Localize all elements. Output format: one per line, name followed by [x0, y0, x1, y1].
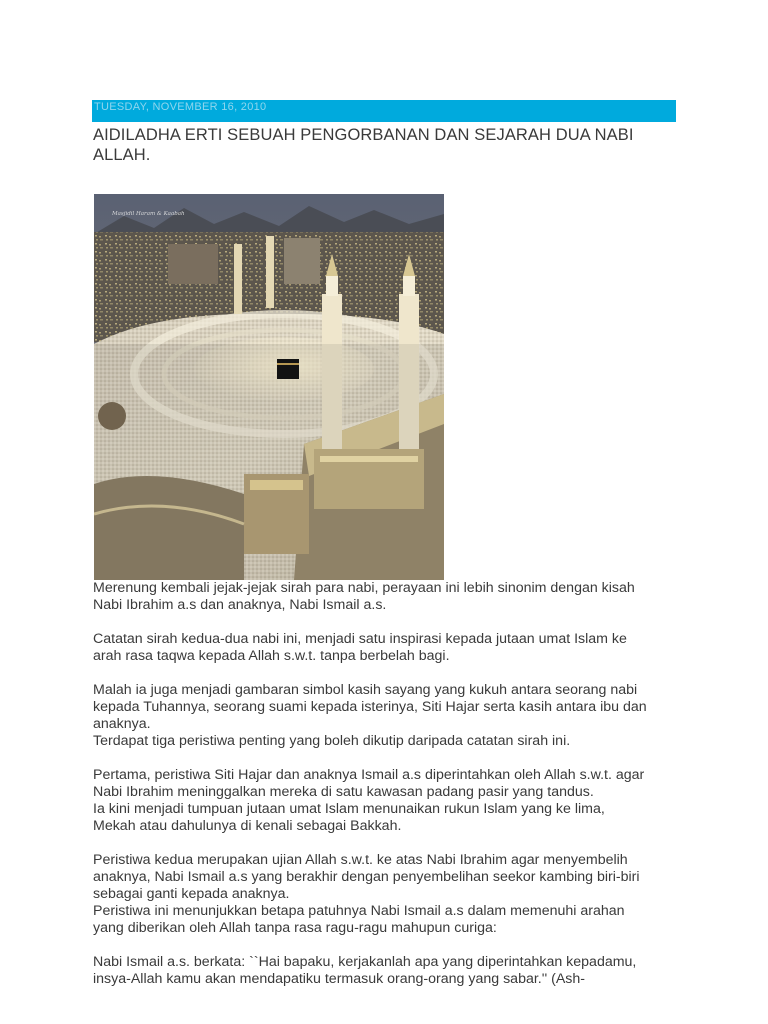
body-line: Merenung kembali jejak-jejak sirah para nabi, perayaan ini lebih sinonim dengan kisah	[93, 580, 635, 596]
body-line: Peristiwa ini menunjukkan betapa patuhnya Nabi Ismail a.s dalam memenuhi arahan	[93, 903, 625, 919]
body-paragraph	[93, 801, 693, 835]
body-paragraph	[93, 852, 693, 903]
post-body	[93, 580, 693, 1005]
body-line: insya-Allah kamu akan mendapatiku termasuk orang-orang yang sabar.'' (Ash-	[93, 971, 585, 987]
post-date: TUESDAY, NOVEMBER 16, 2010	[94, 101, 267, 113]
body-paragraph	[93, 954, 693, 988]
body-line: Ia kini menjadi tumpuan jutaan umat Islam menunaikan rukun Islam yang ke lima,	[93, 801, 605, 817]
body-line: yang diberikan oleh Allah tanpa rasa ragu-ragu mahupun curiga:	[93, 920, 497, 936]
body-line: anaknya.	[93, 716, 151, 732]
body-line: Malah ia juga menjadi gambaran simbol kasih sayang yang kukuh antara seorang nabi	[93, 682, 638, 698]
body-line: Nabi Ismail a.s. berkata: ``Hai bapaku, kerjakanlah apa yang diperintahkan kepadamu,	[93, 954, 637, 970]
body-line: Catatan sirah kedua-dua nabi ini, menjadi satu inspirasi kepada jutaan umat Islam ke	[93, 631, 627, 647]
body-line: sebagai ganti kepada anaknya.	[93, 886, 290, 902]
photo-caption: Masjidil Haram & Kaabah	[112, 211, 185, 217]
post-title-line: ALLAH.	[93, 146, 151, 164]
body-line: kepada Tuhannya, seorang suami kepada isterinya, Siti Hajar serta kasih antara ibu dan	[93, 699, 647, 715]
body-line: Peristiwa kedua merupakan ujian Allah s.w.t. ke atas Nabi Ibrahim agar menyembelih	[93, 852, 628, 868]
body-line: Terdapat tiga peristiwa penting yang boleh dikutip daripada catatan sirah ini.	[93, 733, 571, 749]
body-paragraph	[93, 682, 693, 733]
body-line: anaknya, Nabi Ismail a.s yang berakhir dengan penyembelihan seekor kambing biri-biri	[93, 869, 640, 885]
body-paragraph	[93, 903, 693, 937]
body-paragraph	[93, 733, 693, 750]
body-paragraph	[93, 631, 693, 665]
body-paragraph	[93, 767, 693, 801]
body-paragraph	[93, 580, 693, 614]
masjidil-haram-photo	[94, 194, 444, 580]
post-title-line: AIDILADHA ERTI SEBUAH PENGORBANAN DAN SEJARAH DUA NABI	[93, 126, 634, 144]
body-line: Nabi Ibrahim a.s dan anaknya, Nabi Ismail a.s.	[93, 597, 387, 613]
body-line: arah rasa taqwa kepada Allah s.w.t. tanpa berbelah bagi.	[93, 648, 450, 664]
body-line: Nabi Ibrahim meninggalkan mereka di satu kawasan padang pasir yang tandus.	[93, 784, 594, 800]
body-line: Mekah atau dahulunya di kenali sebagai Bakkah.	[93, 818, 402, 834]
post-date-bar	[92, 100, 676, 122]
post-title	[93, 125, 683, 165]
body-line: Pertama, peristiwa Siti Hajar dan anaknya Ismail a.s diperintahkan oleh Allah s.w.t. agar	[93, 767, 645, 783]
